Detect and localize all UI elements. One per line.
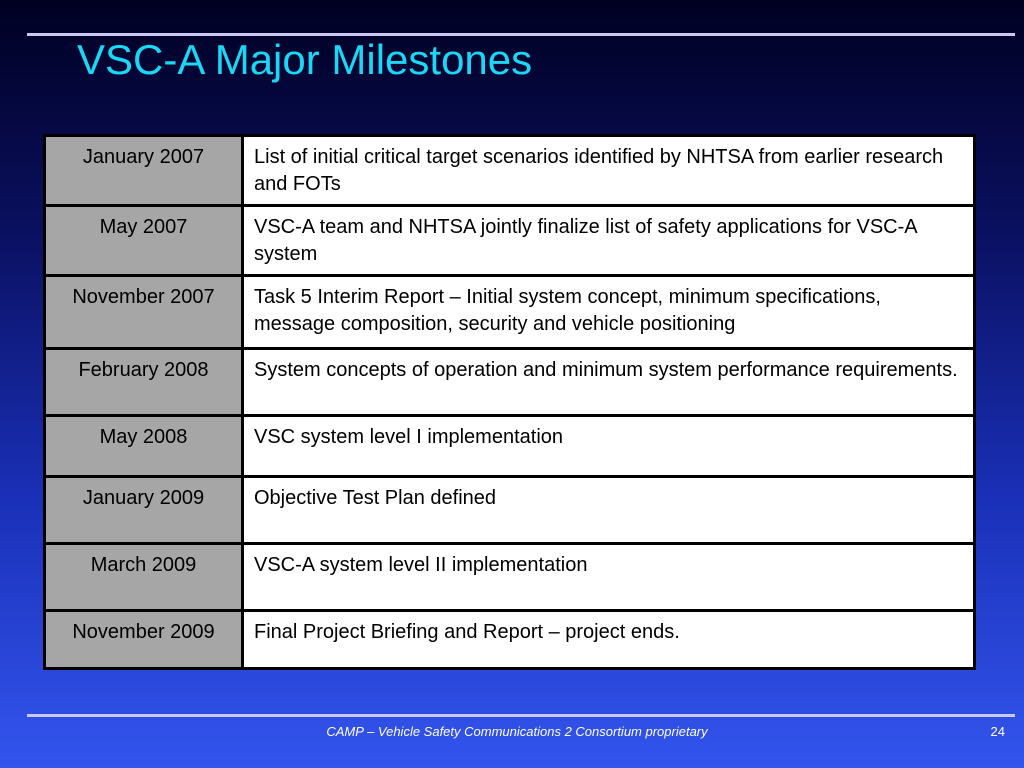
table-row <box>45 477 975 544</box>
table-row <box>45 136 975 206</box>
milestone-description: List of initial critical target scenarios identified by NHTSA from earlier research and FOTs <box>243 136 975 206</box>
table-row <box>45 544 975 611</box>
milestone-description: VSC-A team and NHTSA jointly finalize list of safety applications for VSC-A system <box>243 206 975 276</box>
milestone-description: Final Project Briefing and Report – project ends. <box>243 611 975 669</box>
milestone-date: March 2009 <box>45 544 243 611</box>
milestones-table <box>43 134 976 670</box>
milestone-description: Objective Test Plan defined <box>243 477 975 544</box>
milestone-description: VSC-A system level II implementation <box>243 544 975 611</box>
milestone-date: February 2008 <box>45 349 243 416</box>
milestone-date: November 2009 <box>45 611 243 669</box>
milestone-date: May 2007 <box>45 206 243 276</box>
footer-text: CAMP – Vehicle Safety Communications 2 Consortium proprietary <box>326 724 708 739</box>
bottom-divider <box>27 714 1015 717</box>
table-row <box>45 349 975 416</box>
milestone-description: System concepts of operation and minimum system performance requirements. <box>243 349 975 416</box>
table-row <box>45 416 975 477</box>
milestone-description: VSC system level I implementation <box>243 416 975 477</box>
milestone-date: May 2008 <box>45 416 243 477</box>
page-number: 24 <box>990 724 1005 739</box>
slide-title: VSC-A Major Milestones <box>77 36 533 83</box>
milestone-date: January 2007 <box>45 136 243 206</box>
milestone-date: January 2009 <box>45 477 243 544</box>
table-row <box>45 276 975 349</box>
milestone-date: November 2007 <box>45 276 243 349</box>
table-row <box>45 206 975 276</box>
table-row <box>45 611 975 669</box>
milestone-description: Task 5 Interim Report – Initial system concept, minimum specifications, message composition, security and vehicle positioning <box>243 276 975 349</box>
